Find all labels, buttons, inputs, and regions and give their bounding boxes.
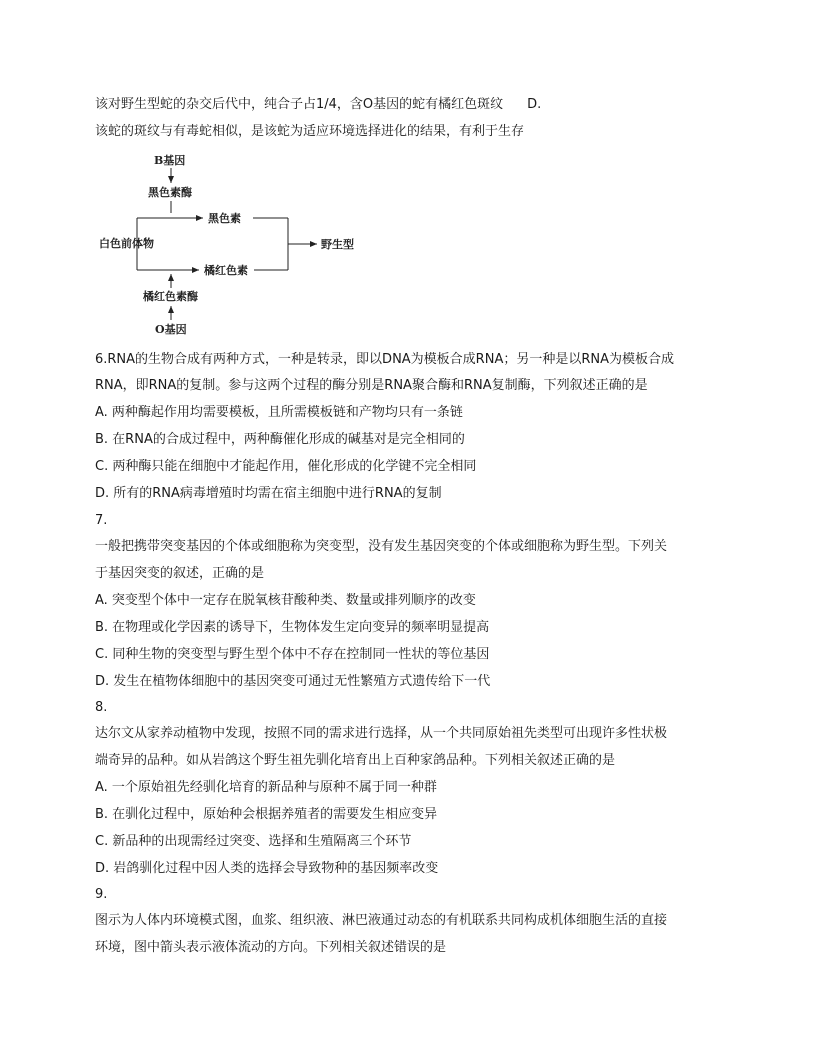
black-enzyme-label: 黑色素酶 [148,186,192,199]
orange-enzyme-label: 橘红色素酶 [143,290,198,303]
pigment-pathway-diagram [95,148,395,343]
q7-option-b: B. 在物理或化学因素的诱导下，生物体发生定向变异的频率明显提高 [95,620,490,635]
q6-option-a: A. 两种酶起作用均需要模板，且所需模板链和产物均只有一条链 [95,405,463,420]
b-gene-label: B基因 [154,154,186,167]
q6-option-b: B. 在RNA的合成过程中，两种酶催化形成的碱基对是完全相同的 [95,432,465,447]
q7-stem-line-2: 于基因突变的叙述，正确的是 [95,566,265,581]
option-c-text: 该对野生型蛇的杂交后代中，纯合子占1/4，含O基因的蛇有橘红色斑纹 [95,97,504,112]
q7-number: 7. [95,513,108,528]
q8-stem-line-2: 端奇异的品种。如从岩鸽这个野生祖先驯化培育出上百种家鸽品种。下列相关叙述正确的是 [95,753,616,768]
q8-option-c: C. 新品种的出现需经过突变、选择和生殖隔离三个环节 [95,834,412,849]
q8-option-a: A. 一个原始祖先经驯化培育的新品种与原种不属于同一种群 [95,780,437,795]
q6-option-c: C. 两种酶只能在细胞中才能起作用，催化形成的化学键不完全相同 [95,459,477,474]
q9-stem-line-2: 环境，图中箭头表示液体流动的方向。下列相关叙述错误的是 [95,940,447,955]
q6-stem-line-2: RNA，即RNA的复制。参与这两个过程的酶分别是RNA聚合酶和RNA复制酶，下列叙述正确的是 [95,378,648,393]
q9-number: 9. [95,887,108,902]
q7-option-a: A. 突变型个体中一定存在脱氧核苷酸种类、数量或排列顺序的改变 [95,593,476,608]
q7-stem-line-1: 一般把携带突变基因的个体或细胞称为突变型，没有发生基因突变的个体或细胞称为野生型。下列关 [95,539,668,554]
q7-option-c: C. 同种生物的突变型与野生型个体中不存在控制同一性状的等位基因 [95,647,490,662]
intro-line-1 [95,95,541,115]
wild-type-label: 野生型 [321,238,354,251]
q7-option-d: D. 发生在植物体细胞中的基因突变可通过无性繁殖方式遗传给下一代 [95,674,491,689]
q8-stem-line-1: 达尔文从家养动植物中发现，按照不同的需求进行选择，从一个共同原始祖先类型可出现许多性状极 [95,726,668,741]
option-d-label: D. [527,97,542,112]
q8-number: 8. [95,700,108,715]
orange-pigment-label: 橘红色素 [204,264,248,277]
q8-option-d: D. 岩鸽驯化过程中因人类的选择会导致物种的基因频率改变 [95,861,439,876]
q9-stem-line-1: 图示为人体内环境模式图，血浆、组织液、淋巴液通过动态的有机联系共同构成机体细胞生活的直接 [95,913,668,928]
intro-line-2: 该蛇的斑纹与有毒蛇相似，是该蛇为适应环境选择进化的结果，有利于生存 [95,124,525,139]
q6-option-d: D. 所有的RNA病毒增殖时均需在宿主细胞中进行RNA的复制 [95,486,442,501]
o-gene-label: O基因 [155,323,187,336]
q6-stem-line-1: 6.RNA的生物合成有两种方式，一种是转录，即以DNA为模板合成RNA；另一种是以RNA为模板合成 [95,352,674,367]
black-pigment-label: 黑色素 [208,212,241,225]
q8-option-b: B. 在驯化过程中，原始种会根据养殖者的需要发生相应变异 [95,807,438,822]
precursor-label: 白色前体物 [99,237,154,250]
